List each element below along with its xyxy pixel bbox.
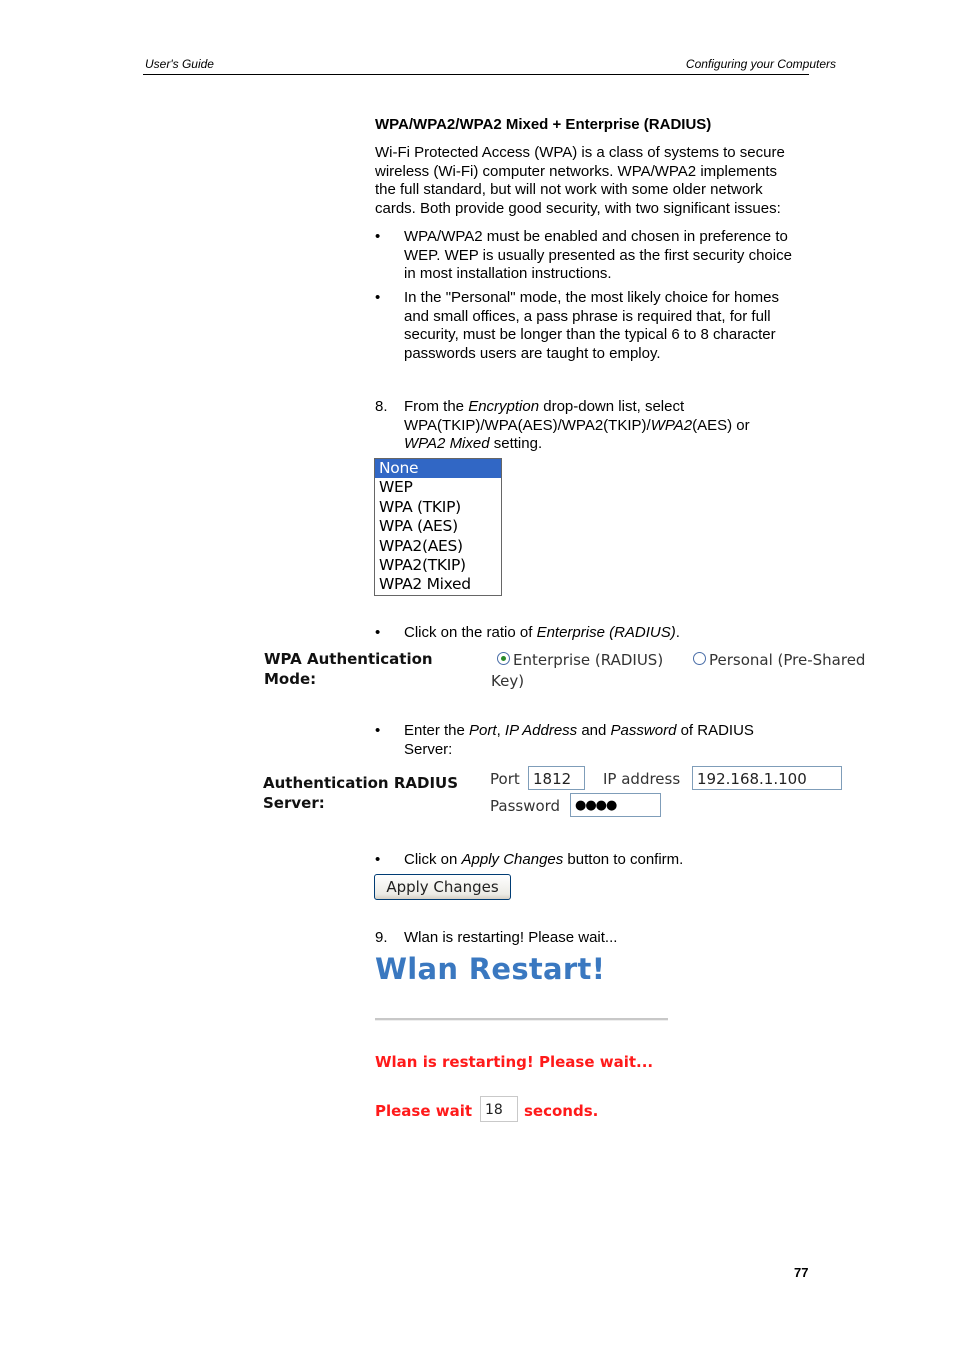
bullet-text-em: Apply Changes xyxy=(461,851,564,868)
encryption-option[interactable]: None xyxy=(375,459,501,478)
encryption-option[interactable]: WPA2(AES) xyxy=(379,536,463,555)
enterprise-radio-option[interactable] xyxy=(497,651,663,669)
port-input[interactable]: 1812 xyxy=(528,766,585,790)
bullet-text: , xyxy=(496,722,505,739)
step-text: WPA(TKIP)/WPA(AES)/WPA2(TKIP)/ xyxy=(404,416,651,434)
restart-message: Wlan is restarting! Please wait... xyxy=(375,1053,654,1071)
personal-radio-option[interactable] xyxy=(693,651,865,669)
bullet-line: passwords users are taught to employ. xyxy=(404,344,661,362)
encryption-option[interactable]: WPA (AES) xyxy=(379,517,458,536)
section-title: WPA/WPA2/WPA2 Mixed + Enterprise (RADIUS) xyxy=(375,116,712,133)
label-line: Mode: xyxy=(264,670,317,688)
personal-radio-label-cont: Key) xyxy=(491,672,525,690)
bullet-text-em: Password xyxy=(610,722,677,739)
label-line: WPA Authentication xyxy=(264,650,433,668)
bullet-text: button to confirm. xyxy=(563,851,684,868)
bullet-dot: • xyxy=(375,624,381,641)
bullet-text: . xyxy=(675,624,680,641)
label-line: Authentication RADIUS xyxy=(263,774,459,792)
bullet-text-em: Enterprise (RADIUS) xyxy=(536,624,676,641)
step-text-em: WPA2 xyxy=(650,416,693,434)
header-right: Configuring your Computers xyxy=(685,57,836,71)
bullet-line: in most installation instructions. xyxy=(404,265,612,282)
countdown-field: 18 xyxy=(480,1096,518,1122)
wpa-auth-label xyxy=(264,649,433,689)
intro-line: cards. Both provide good security, with two significant issues: xyxy=(375,199,781,217)
wait-prefix: Please wait xyxy=(375,1102,473,1120)
intro-line: the full standard, but will not work with some older network xyxy=(375,181,763,198)
bullet-text: and xyxy=(577,722,611,739)
bullet-item xyxy=(404,624,680,643)
bullet-item xyxy=(404,228,824,284)
bullet-text: Click on the ratio of xyxy=(404,624,537,641)
step-text-em: WPA2 Mixed xyxy=(404,435,490,452)
bullet-dot: • xyxy=(375,722,381,739)
encryption-option[interactable]: WPA2(TKIP) xyxy=(379,555,466,574)
bullet-text: Enter the xyxy=(404,722,470,739)
encryption-option[interactable]: WPA (TKIP) xyxy=(379,497,461,516)
step-text: setting. xyxy=(489,435,543,452)
intro-paragraph xyxy=(375,144,815,218)
step-8-text xyxy=(404,398,824,454)
step-text: drop-down list, select xyxy=(539,398,685,415)
intro-line: Wi-Fi Protected Access (WPA) is a class of systems to secure xyxy=(375,144,785,161)
bullet-item xyxy=(404,851,683,870)
bullet-dot: • xyxy=(375,289,381,306)
divider xyxy=(375,1018,668,1021)
step-text: (AES) or xyxy=(692,416,750,434)
port-label: Port xyxy=(490,770,520,788)
bullet-text: of RADIUS xyxy=(676,722,754,739)
ip-address-input[interactable]: 192.168.1.100 xyxy=(692,766,842,790)
radius-server-label xyxy=(263,773,458,813)
bullet-text-em: Port xyxy=(469,722,497,739)
password-input[interactable]: ●●●● xyxy=(570,793,661,817)
encryption-option[interactable]: WEP xyxy=(379,478,413,497)
bullet-line: and small offices, a pass phrase is required that, for full xyxy=(404,307,771,325)
enterprise-radio-label: Enterprise (RADIUS) xyxy=(513,651,664,669)
step-9-text: Wlan is restarting! Please wait... xyxy=(404,929,618,946)
bullet-item xyxy=(404,289,824,363)
personal-radio[interactable] xyxy=(693,652,706,665)
bullet-dot: • xyxy=(375,228,381,245)
password-label: Password xyxy=(490,797,561,815)
apply-changes-button[interactable]: Apply Changes xyxy=(374,874,511,900)
bullet-line: security, must be longer than the typical 6 to 8 character xyxy=(404,326,776,343)
bullet-item xyxy=(404,722,754,759)
bullet-line: WEP. WEP is usually presented as the first security choice xyxy=(404,246,792,264)
label-line: Server: xyxy=(263,794,325,812)
personal-radio-label: Personal (Pre-Shared xyxy=(709,651,866,669)
bullet-text-em: IP Address xyxy=(504,722,578,739)
bullet-line: WPA/WPA2 must be enabled and chosen in preference to xyxy=(404,228,788,245)
enterprise-radio[interactable] xyxy=(497,652,510,665)
intro-line: wireless (Wi-Fi) computer networks. WPA/WPA2 implements xyxy=(375,162,778,180)
step-number: 8. xyxy=(375,398,388,415)
ip-address-label: IP address xyxy=(603,770,681,788)
header-left: User's Guide xyxy=(145,57,214,71)
wait-suffix: seconds. xyxy=(524,1102,599,1120)
step-number: 9. xyxy=(375,929,388,946)
bullet-text: Click on xyxy=(404,851,462,868)
encryption-listbox[interactable] xyxy=(374,458,502,596)
bullet-text: Server: xyxy=(404,740,453,758)
page-number: 77 xyxy=(794,1265,809,1280)
bullet-line: In the "Personal" mode, the most likely choice for homes xyxy=(404,289,779,306)
header-rule xyxy=(143,74,809,75)
encryption-option[interactable]: WPA2 Mixed xyxy=(379,575,471,594)
bullet-dot: • xyxy=(375,851,381,868)
step-text-em: Encryption xyxy=(468,398,540,415)
wlan-restart-title: Wlan Restart! xyxy=(375,952,606,986)
step-text: From the xyxy=(404,398,469,415)
